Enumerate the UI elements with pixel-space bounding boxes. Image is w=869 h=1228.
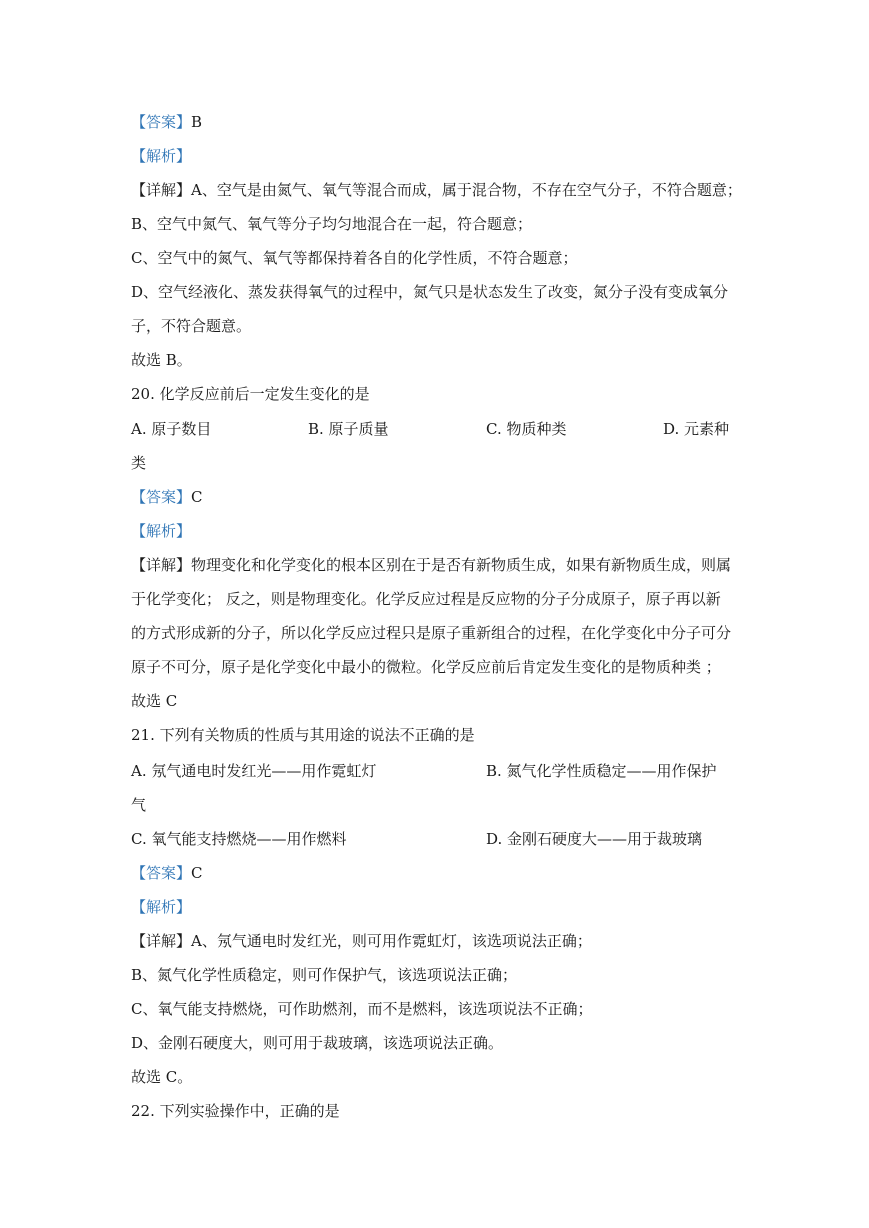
- detail-line: D、金刚石硬度大，则可用于裁玻璃，该选项说法正确。: [131, 1034, 504, 1052]
- detail-line: 原子不可分，原子是化学变化中最小的微粒。化学反应前后肯定发生变化的是物质种类 ；: [131, 658, 721, 676]
- detail-line: 于化学变化； 反之，则是物理变化。化学反应过程是反应物的分子分成原子，原子再以新: [131, 590, 721, 608]
- option-b: B. 氮气化学性质稳定——用作保护: [486, 762, 717, 780]
- detail-line: D、空气经液化、蒸发获得氧气的过程中，氮气只是状态发生了改变，氮分子没有变成氧分: [131, 283, 729, 301]
- answer-tag: 【答案】: [131, 113, 192, 131]
- option-wrap: 类: [131, 454, 147, 472]
- answer-line: [131, 487, 751, 507]
- answer-tag: 【答案】: [131, 488, 192, 506]
- option-d: D. 金刚石硬度大——用于裁玻璃: [486, 830, 703, 848]
- detail-line: C、空气中的氮气、氧气等都保持着各自的化学性质，不符合题意；: [131, 249, 578, 267]
- option-a: A. 氖气通电时发红光——用作霓虹灯: [131, 762, 377, 780]
- option-c: C. 物质种类: [486, 420, 567, 438]
- detail-line: B、氮气化学性质稳定，则可作保护气，该选项说法正确；: [131, 966, 518, 984]
- analysis-tag: 【解析】: [131, 898, 192, 916]
- option-d: D. 元素种: [663, 420, 730, 438]
- question-20: 20. 化学反应前后一定发生变化的是: [131, 385, 370, 403]
- detail-line: 【详解】A、空气是由氮气、氧气等混合而成，属于混合物，不存在空气分子，不符合题意；: [131, 181, 742, 199]
- answer-value: B: [191, 113, 203, 131]
- answer-line: [131, 863, 751, 883]
- detail-line: 【详解】物理变化和化学变化的根本区别在于是否有新物质生成，如果有新物质生成，则属: [131, 556, 732, 574]
- analysis-tag: 【解析】: [131, 147, 192, 165]
- conclusion-line: 故选 C: [131, 692, 178, 710]
- detail-line: B、空气中氮气、氧气等分子均匀地混合在一起，符合题意；: [131, 215, 533, 233]
- answer-tag: 【答案】: [131, 864, 192, 882]
- analysis-tag: 【解析】: [131, 522, 192, 540]
- detail-line: 的方式形成新的分子，所以化学反应过程只是原子重新组合的过程，在化学变化中分子可分: [131, 624, 732, 642]
- conclusion-line: 故选 B。: [131, 351, 192, 369]
- option-wrap: 气: [131, 796, 147, 814]
- detail-line: 【详解】A、氖气通电时发红光，则可用作霓虹灯，该选项说法正确；: [131, 932, 592, 950]
- option-a: A. 原子数目: [131, 420, 212, 438]
- detail-line: 子，不符合题意。: [131, 317, 252, 335]
- option-b: B. 原子质量: [308, 420, 389, 438]
- answer-line: [131, 112, 751, 132]
- option-c: C. 氧气能支持燃烧——用作燃料: [131, 830, 347, 848]
- detail-line: C、氧气能支持燃烧，可作助燃剂，而不是燃料，该选项说法不正确；: [131, 1000, 593, 1018]
- answer-value: C: [191, 488, 203, 506]
- question-22: 22. 下列实验操作中，正确的是: [131, 1102, 340, 1120]
- conclusion-line: 故选 C。: [131, 1068, 193, 1086]
- question-21: 21. 下列有关物质的性质与其用途的说法不正确的是: [131, 726, 475, 744]
- answer-value: C: [191, 864, 203, 882]
